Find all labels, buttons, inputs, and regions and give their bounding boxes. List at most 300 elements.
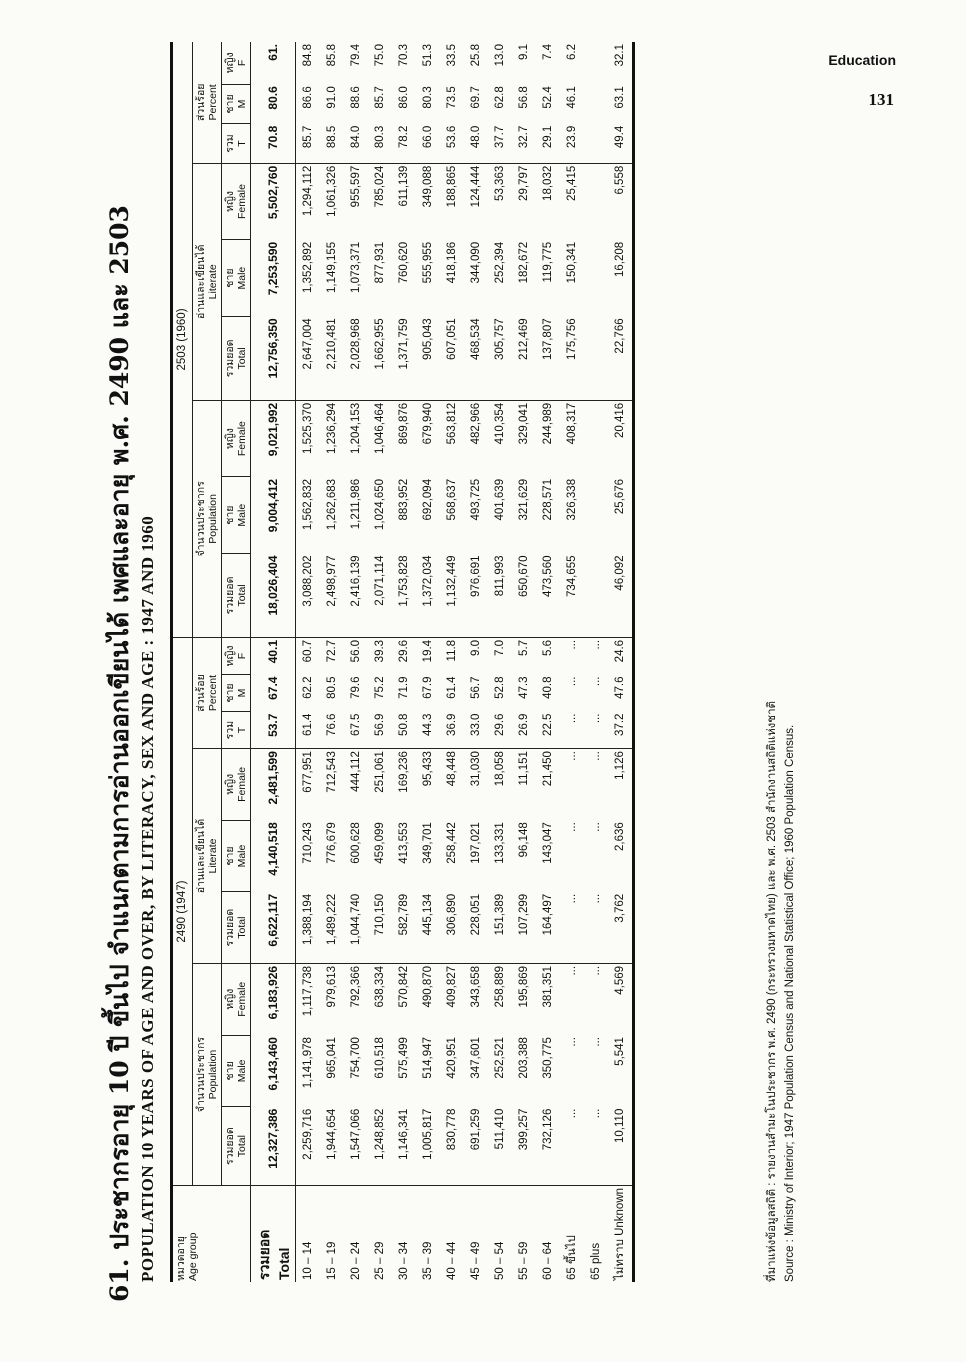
table-body xyxy=(251,42,634,1282)
row-label: 65 ขึ้นไป xyxy=(566,1235,579,1280)
table-cell: 53.7 xyxy=(251,712,296,749)
table-cell xyxy=(584,124,608,164)
table-cell: 73.5 xyxy=(446,86,459,109)
table-cell: 25.8 xyxy=(470,44,483,67)
table-cell: 53.6 xyxy=(440,124,464,164)
age-group-header xyxy=(172,1186,251,1282)
table-cell: 1,236,294 xyxy=(326,402,339,455)
table-cell: ... xyxy=(590,751,603,761)
table-cell: 32.1 xyxy=(614,44,627,67)
source-thai: ที่มาแห่งข้อมูลสถิติ : รายงานสำมะโนประชากร พ.ศ. 2490 (กระทรวงมหาดไทย) และ พ.ศ. 2503 สำนักงานสถิติแห่งชาติ xyxy=(766,700,778,1282)
table-cell: 1,372,034 xyxy=(416,553,440,637)
col-male: ชาย Male xyxy=(222,1035,251,1107)
table-row xyxy=(440,42,464,1282)
table-cell: 7.4 xyxy=(542,44,555,60)
literacy-table xyxy=(170,42,635,1282)
table-cell: 1,149,155 xyxy=(326,241,339,293)
table-cell: 1,294,112 xyxy=(302,165,315,217)
table-cell: 6,558 xyxy=(614,165,627,195)
table-cell: 6,183,926 xyxy=(251,963,296,1035)
table-cell: 251,061 xyxy=(374,751,387,793)
table-cell: 1,547,066 xyxy=(344,1107,368,1186)
table-cell: 2,498,977 xyxy=(320,553,344,637)
row-label: ไม่ทราบ Unknown xyxy=(614,1187,627,1280)
table-cell: 24.6 xyxy=(614,639,627,663)
table-cell: ... xyxy=(590,822,603,832)
age-group-cell xyxy=(392,1186,416,1282)
table-cell: ... xyxy=(566,751,579,761)
table-cell: ... xyxy=(584,1107,608,1186)
table-cell: 75.0 xyxy=(374,44,387,67)
table-cell: 760,620 xyxy=(398,241,411,284)
table-cell: 1,204,153 xyxy=(350,402,363,455)
table-cell: 410,354 xyxy=(494,402,507,445)
table-cell: 1,073,371 xyxy=(350,241,363,293)
table-cell: 10,110 xyxy=(608,1107,634,1186)
table-cell: 1,562,832 xyxy=(302,478,315,531)
table-cell: 776,679 xyxy=(326,822,339,864)
col-pct-female: หญิง F xyxy=(222,637,251,674)
table-cell: 48.0 xyxy=(464,124,488,164)
table-cell: 29.6 xyxy=(398,639,411,663)
col-male: ชาย Male xyxy=(222,820,251,892)
table-cell: 228,051 xyxy=(464,892,488,964)
table-cell: 88.5 xyxy=(320,124,344,164)
table-cell: 182,672 xyxy=(518,241,531,284)
table-cell: 408,317 xyxy=(566,402,579,445)
table-cell: 638,334 xyxy=(374,965,387,1008)
table-cell: 23.9 xyxy=(560,124,584,164)
row-label: 10 – 14 xyxy=(302,1241,315,1280)
table-cell: 95,433 xyxy=(422,751,435,787)
table-cell: 1,371,759 xyxy=(392,316,416,400)
table-row xyxy=(368,42,392,1282)
table-cell: 67.9 xyxy=(422,676,435,699)
table-cell: 48,448 xyxy=(446,751,459,787)
table-cell: 883,952 xyxy=(398,478,411,521)
table-cell: 677,951 xyxy=(302,751,315,793)
col-female: หญิง Female xyxy=(222,749,251,821)
table-cell: 22.5 xyxy=(536,712,560,749)
year-1947-header: 2490 (1947) xyxy=(172,637,193,1185)
table-cell: 46,092 xyxy=(608,553,634,637)
table-cell: 1,005,817 xyxy=(416,1107,440,1186)
table-cell: ... xyxy=(560,712,584,749)
col-total: รวมยอด Total xyxy=(222,316,251,400)
table-row xyxy=(296,42,321,1282)
table-cell: 869,876 xyxy=(398,402,411,445)
table-cell: 610,518 xyxy=(374,1037,387,1079)
table-cell: 76.6 xyxy=(320,712,344,749)
table-cell: 979,613 xyxy=(326,965,339,1008)
table-cell: 61.4 xyxy=(296,712,321,749)
table-cell: 56.9 xyxy=(368,712,392,749)
source-notes xyxy=(764,701,800,1282)
table-cell: 600,628 xyxy=(350,822,363,864)
table-cell: 555,955 xyxy=(422,241,435,284)
row-label: 25 – 29 xyxy=(374,1241,387,1280)
row-label: 50 – 54 xyxy=(494,1241,507,1280)
table-cell: 197,021 xyxy=(470,822,483,864)
age-group-cell xyxy=(584,1186,608,1282)
section-label: Education xyxy=(828,52,896,68)
table-row xyxy=(512,42,536,1282)
table-cell: ... xyxy=(566,965,579,976)
table-cell: 306,890 xyxy=(440,892,464,964)
table-cell: 258,442 xyxy=(446,822,459,864)
table-cell: 347,601 xyxy=(470,1037,483,1079)
table-cell: 151,389 xyxy=(488,892,512,964)
table-cell: 85.7 xyxy=(296,124,321,164)
table-cell: 80.6 xyxy=(251,84,296,124)
table-cell: 96,148 xyxy=(518,822,531,858)
row-label: 60 – 64 xyxy=(542,1241,555,1280)
table-cell xyxy=(584,400,608,477)
table-cell: 792,366 xyxy=(350,965,363,1008)
table-cell: 56.0 xyxy=(350,639,363,663)
table-cell: 11.8 xyxy=(446,639,459,662)
table-cell: 2,647,004 xyxy=(296,316,321,400)
row-label: 30 – 34 xyxy=(398,1241,411,1280)
table-cell: 244,989 xyxy=(542,402,555,445)
row-label: 55 – 59 xyxy=(518,1241,531,1280)
table-cell: 3,088,202 xyxy=(296,553,321,637)
table-cell: 258,889 xyxy=(494,965,507,1008)
table-cell xyxy=(584,240,608,317)
table-cell: 326,338 xyxy=(566,478,579,521)
age-group-cell xyxy=(536,1186,560,1282)
table-cell: 830,778 xyxy=(440,1107,464,1186)
table-cell: 5.7 xyxy=(518,639,531,656)
table-cell: 710,150 xyxy=(368,892,392,964)
row-label: Total xyxy=(276,1247,293,1280)
table-cell xyxy=(584,316,608,400)
table-cell: 305,757 xyxy=(488,316,512,400)
table-cell: 33.0 xyxy=(464,712,488,749)
table-cell: 44.3 xyxy=(416,712,440,749)
table-cell: 1,248,852 xyxy=(368,1107,392,1186)
table-cell: 955,597 xyxy=(350,165,363,208)
table-cell: 79.6 xyxy=(350,676,363,699)
table-cell: 349,088 xyxy=(422,165,435,208)
table-cell: 203,388 xyxy=(518,1037,531,1079)
table-cell: ... xyxy=(584,892,608,964)
table-cell: 1,662,955 xyxy=(368,316,392,400)
col-female: หญิง Female xyxy=(222,963,251,1035)
age-group-cell xyxy=(608,1186,634,1282)
table-cell: 5.6 xyxy=(542,639,555,656)
table-cell: 47.3 xyxy=(518,676,531,699)
table-row xyxy=(488,42,512,1282)
table-cell: 39.3 xyxy=(374,639,387,663)
age-group-cell xyxy=(251,1186,296,1282)
table-cell: 1,489,222 xyxy=(320,892,344,964)
age-group-cell xyxy=(560,1186,584,1282)
table-cell: 18,026,404 xyxy=(251,553,296,637)
table-cell: 568,637 xyxy=(446,478,459,521)
table-cell: 732,126 xyxy=(536,1107,560,1186)
table-cell: 877,931 xyxy=(374,241,387,284)
table-cell: 50.8 xyxy=(392,712,416,749)
table-cell: 60.7 xyxy=(302,639,315,663)
table-row xyxy=(344,42,368,1282)
table-cell: 22,766 xyxy=(608,316,634,400)
age-group-cell xyxy=(320,1186,344,1282)
table-cell: 514,947 xyxy=(422,1037,435,1079)
table-cell: 40.8 xyxy=(542,676,555,699)
table-cell: 56.7 xyxy=(470,676,483,699)
age-group-cell xyxy=(344,1186,368,1282)
table-cell: 3,762 xyxy=(608,892,634,964)
table-cell: 444,112 xyxy=(350,751,363,792)
row-label: 40 – 44 xyxy=(446,1241,459,1280)
table-cell: 9,021,992 xyxy=(251,400,296,477)
col-total: รวมยอด Total xyxy=(222,892,251,964)
age-group-cell xyxy=(464,1186,488,1282)
table-cell: 1,525,370 xyxy=(302,402,315,455)
table-cell: 62.8 xyxy=(494,86,507,109)
table-cell: 84.0 xyxy=(344,124,368,164)
table-cell: 1,944,654 xyxy=(320,1107,344,1186)
table-cell: 21,450 xyxy=(542,751,555,787)
table-cell: 5,502,760 xyxy=(251,163,296,240)
table-cell: 85.7 xyxy=(374,86,387,109)
table-cell: 32.7 xyxy=(512,124,536,164)
row-label: 20 – 24 xyxy=(350,1241,363,1280)
sub-header-row xyxy=(222,42,251,1282)
table-cell: 1,352,892 xyxy=(302,241,315,293)
table-cell: 252,394 xyxy=(494,241,507,284)
table-cell: 31,030 xyxy=(470,751,483,787)
page-number: 131 xyxy=(868,90,894,109)
table-cell: 473,560 xyxy=(536,553,560,637)
table-cell: 5,541 xyxy=(614,1037,627,1066)
table-cell: 26.9 xyxy=(512,712,536,749)
table-cell: 71.9 xyxy=(398,676,411,699)
table-cell xyxy=(584,84,608,124)
table-cell: 563,812 xyxy=(446,402,459,445)
table-cell: 7,253,590 xyxy=(251,240,296,317)
table-cell: 6,143,460 xyxy=(251,1035,296,1107)
table-cell: 63.1 xyxy=(614,86,627,109)
table-cell: 46.1 xyxy=(566,86,579,109)
table-cell: 85.8 xyxy=(326,44,339,67)
table-cell: 691,259 xyxy=(464,1107,488,1186)
table-cell: 490,870 xyxy=(422,965,435,1008)
table-cell: 195,869 xyxy=(518,965,531,1008)
table-row xyxy=(560,42,584,1282)
table-cell: 67.4 xyxy=(251,675,296,712)
table-cell: 13.0 xyxy=(494,44,507,67)
year-1960-header: 2503 (1960) xyxy=(172,42,193,637)
col-male: ชาย Male xyxy=(222,240,251,317)
table-cell: 650,670 xyxy=(512,553,536,637)
table-cell: 9,004,412 xyxy=(251,477,296,554)
table-cell: 1,146,341 xyxy=(392,1107,416,1186)
table-cell: ... xyxy=(590,676,603,687)
table-cell: 2,636 xyxy=(614,822,627,851)
table-cell: 445,134 xyxy=(416,892,440,964)
table-cell: 582,789 xyxy=(392,892,416,964)
table-cell: 2,071,114 xyxy=(368,553,392,637)
table-cell: 329,041 xyxy=(518,402,531,445)
source-english: Source : Ministry of Interior; 1947 Population Census and National Statistical Office; 1960 Population Census. xyxy=(783,724,796,1282)
table-cell: 493,725 xyxy=(470,478,483,521)
table-cell: 1,061,326 xyxy=(326,165,339,217)
table-cell: 9.0 xyxy=(470,639,483,656)
table-cell: 18,032 xyxy=(542,165,555,201)
table-cell: 734,655 xyxy=(560,553,584,637)
table-cell: 344,090 xyxy=(470,241,483,284)
table-cell: 459,099 xyxy=(374,822,387,864)
table-cell: 607,051 xyxy=(440,316,464,400)
table-cell: ... xyxy=(590,965,603,976)
table-row xyxy=(536,42,560,1282)
table-cell: 52.8 xyxy=(494,676,507,699)
age-group-cell xyxy=(416,1186,440,1282)
table-cell: 86.6 xyxy=(302,86,315,109)
table-cell: 1,024,650 xyxy=(374,478,387,531)
age-group-header-en: Age group xyxy=(187,1232,200,1281)
table-cell: 80.3 xyxy=(422,86,435,109)
table-cell: 570,842 xyxy=(398,965,411,1008)
row-label: 65 plus xyxy=(590,1242,603,1280)
table-cell: 2,259,716 xyxy=(296,1107,321,1186)
table-cell: 399,257 xyxy=(512,1107,536,1186)
table-cell: 212,469 xyxy=(512,316,536,400)
table-cell: 70.3 xyxy=(398,44,411,67)
table-cell: 6.2 xyxy=(566,44,579,60)
table-cell: 70.8 xyxy=(251,124,296,164)
literate-1947-header: อ่านและเขียนได้ Literate xyxy=(193,749,222,964)
col-female: หญิง Female xyxy=(222,400,251,477)
table-cell: 2,210,481 xyxy=(320,316,344,400)
table-cell: 84.8 xyxy=(302,44,315,67)
table-cell: 228,571 xyxy=(542,478,555,521)
table-cell: 29.1 xyxy=(536,124,560,164)
table-cell: 40.1 xyxy=(251,637,296,674)
table-cell: 69.7 xyxy=(470,86,483,109)
table-cell: 124,444 xyxy=(470,165,483,208)
table-cell: 976,691 xyxy=(464,553,488,637)
table-cell: 72.7 xyxy=(326,639,339,663)
table-cell: 6,622,117 xyxy=(251,892,296,964)
table-cell: 2,028,968 xyxy=(344,316,368,400)
table-title-english: POPULATION 10 YEARS OF AGE AND OVER, BY LITERACY, SEX AND AGE : 1947 AND 1960 xyxy=(138,515,157,1282)
col-pct-total: รวม T xyxy=(222,712,251,749)
table-row xyxy=(392,42,416,1282)
table-cell: 321,629 xyxy=(518,478,531,521)
table-cell: 143,047 xyxy=(542,822,555,864)
population-1947-header: จำนวนประชากร Population xyxy=(193,963,222,1185)
population-1960-header: จำนวนประชากร Population xyxy=(193,400,222,637)
table-cell xyxy=(584,42,608,84)
table-row xyxy=(584,42,608,1282)
row-label: รวมยอด xyxy=(256,1229,273,1280)
table-cell: 11,151 xyxy=(518,751,531,786)
table-cell: 16,208 xyxy=(614,241,627,277)
table-cell: 78.2 xyxy=(392,124,416,164)
table-cell: 91.0 xyxy=(326,86,339,109)
table-cell: 56.8 xyxy=(518,86,531,109)
table-cell: 52.4 xyxy=(542,86,555,109)
table-cell: 37.2 xyxy=(608,712,634,749)
table-cell: 86.0 xyxy=(398,86,411,109)
table-cell xyxy=(584,163,608,240)
age-group-cell xyxy=(512,1186,536,1282)
table-cell: 175,756 xyxy=(560,316,584,400)
age-group-cell xyxy=(368,1186,392,1282)
percent-1960-header: ส่วนร้อย Percent xyxy=(193,42,222,163)
table-cell: 785,024 xyxy=(374,165,387,208)
table-cell: 29,797 xyxy=(518,165,531,201)
table-cell xyxy=(584,553,608,637)
table-cell: 409,827 xyxy=(446,965,459,1008)
table-cell: 29.6 xyxy=(488,712,512,749)
table-cell: ... xyxy=(566,1037,579,1047)
row-label: 45 – 49 xyxy=(470,1241,483,1280)
table-cell: 1,044,740 xyxy=(344,892,368,964)
table-cell: 413,553 xyxy=(398,822,411,864)
table-row xyxy=(416,42,440,1282)
table-cell: 80.3 xyxy=(368,124,392,164)
row-label: 15 – 19 xyxy=(326,1241,339,1280)
table-cell: 679,940 xyxy=(422,402,435,445)
col-total: รวมยอด Total xyxy=(222,553,251,637)
table-cell: 133,331 xyxy=(494,822,507,864)
table-cell: ... xyxy=(566,676,579,687)
table-cell: 1,262,683 xyxy=(326,478,339,531)
table-cell: 611,139 xyxy=(398,165,411,207)
table-cell: 4,569 xyxy=(614,965,627,995)
table-cell: 343,658 xyxy=(470,965,483,1008)
table-cell: 188,865 xyxy=(446,165,459,208)
table-cell: 61.4 xyxy=(446,676,459,699)
table-cell: 1,046,464 xyxy=(374,402,387,455)
table-row xyxy=(251,42,296,1282)
table-title-thai: 61. ประชากรอายุ 10 ปี ขึ้นไป จำแนกตามการอ่านออกเขียนได้ เพศและอายุ พ.ศ. 2490 และ 2503 xyxy=(105,205,134,1302)
table-cell: 20,416 xyxy=(614,402,627,439)
table-cell xyxy=(584,477,608,554)
table-cell: 905,043 xyxy=(416,316,440,400)
col-pct-female: หญิง F xyxy=(222,42,251,84)
table-cell: ... xyxy=(590,639,603,650)
table-cell: 25,676 xyxy=(614,478,627,515)
table-row xyxy=(608,42,634,1282)
table-cell: 169,236 xyxy=(398,751,411,793)
table-cell: 51.3 xyxy=(422,44,435,67)
table-cell: 349,701 xyxy=(422,822,435,864)
table-cell: 4,140,518 xyxy=(251,820,296,892)
table-cell: 1,117,738 xyxy=(302,965,315,1017)
table-cell: 1,126 xyxy=(614,751,627,780)
table-cell: 965,041 xyxy=(326,1037,339,1079)
age-group-cell xyxy=(296,1186,321,1282)
table-cell: 61. xyxy=(251,42,296,84)
table-row xyxy=(464,42,488,1282)
table-cell: 66.0 xyxy=(416,124,440,164)
table-cell: 79.4 xyxy=(350,44,363,67)
table-cell: ... xyxy=(584,712,608,749)
table-cell: 1,132,449 xyxy=(440,553,464,637)
table-cell: ... xyxy=(566,639,579,650)
table-cell: 67.5 xyxy=(344,712,368,749)
table-cell: 381,351 xyxy=(542,965,555,1008)
row-label: 35 – 39 xyxy=(422,1241,435,1280)
table-cell: 88.6 xyxy=(350,86,363,109)
table-cell: 350,775 xyxy=(542,1037,555,1079)
table-cell: 33.5 xyxy=(446,44,459,67)
